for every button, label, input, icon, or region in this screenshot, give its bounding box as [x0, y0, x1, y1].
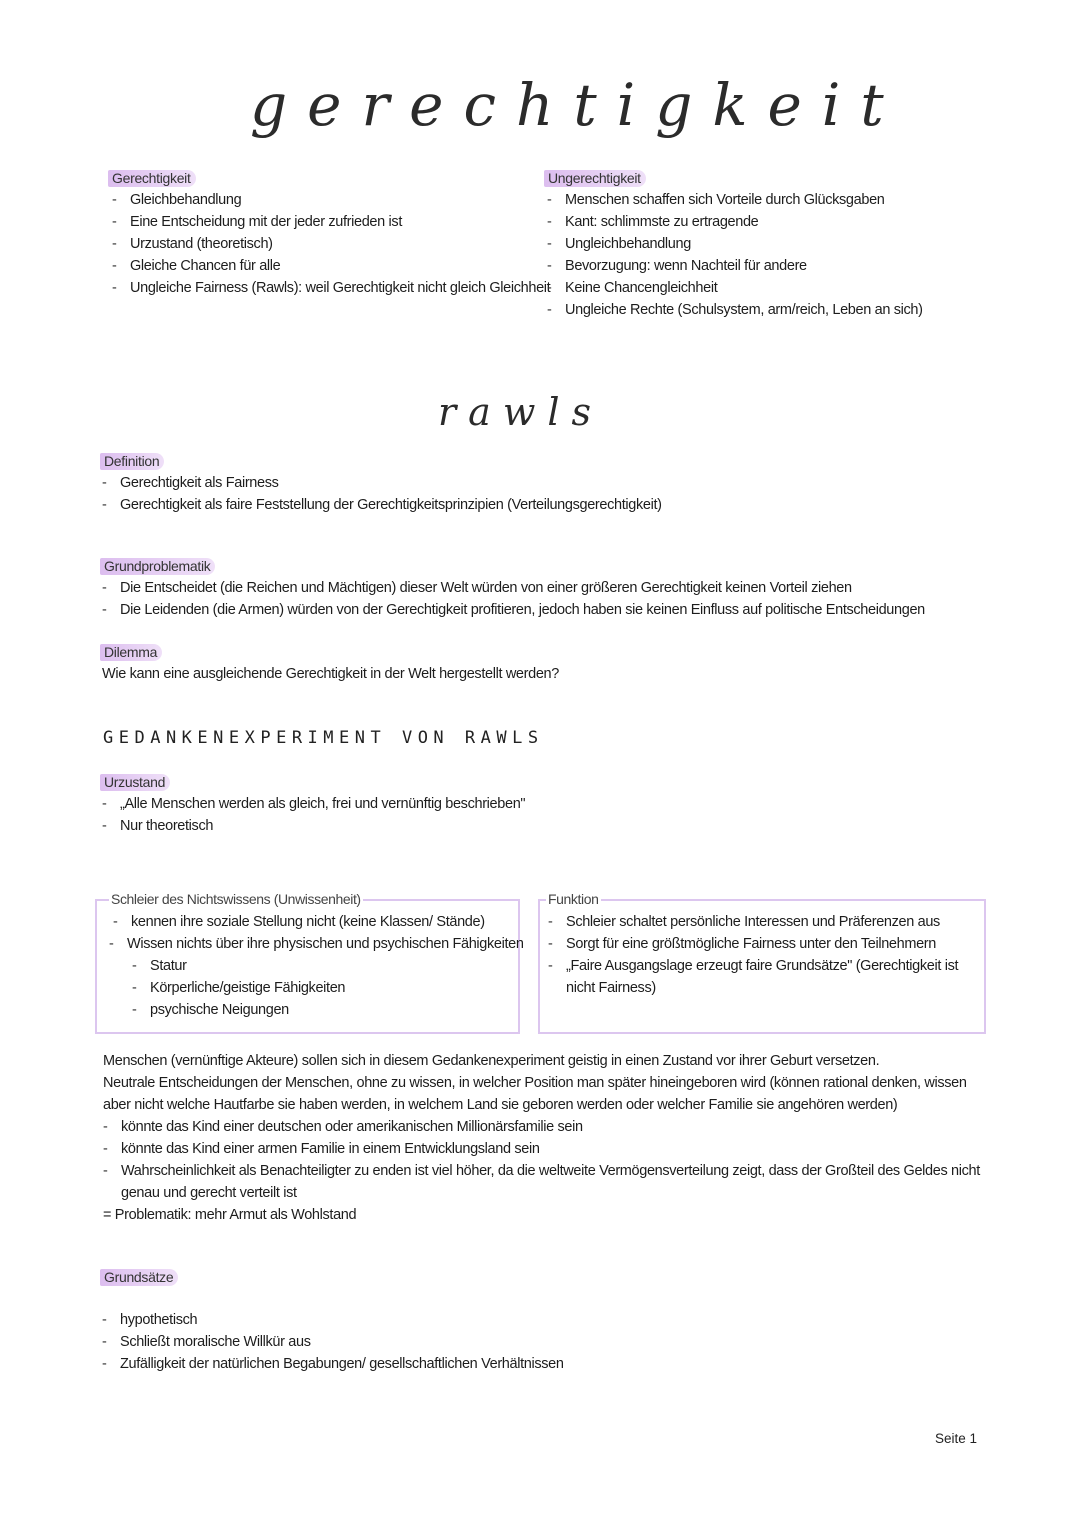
list-item: - Nur theoretisch: [120, 815, 525, 837]
grundproblematik-section: [100, 558, 925, 621]
list-item: - Schleier schaltet persönliche Interessen und Präferenzen aus: [566, 911, 971, 933]
ungerechtigkeit-section: [544, 170, 923, 321]
list-item: - Wissen nichts über ihre physischen und psychischen Fähigkeiten: [127, 933, 524, 955]
body-paragraph: Neutrale Entscheidungen der Menschen, ohne zu wissen, in welcher Position man später hineingeboren wird (können rational denken, wissen aber nicht welche Hautfarbe sie haben werden, in welchem Land sie geboren werden oder welcher Familie sie angehören werden): [103, 1075, 967, 1113]
list-item: - Die Leidenden (die Armen) würden von der Gerechtigkeit profitieren, jedoch haben sie keinen Einfluss auf politische Entscheidungen: [120, 599, 925, 621]
list-item: - Gerechtigkeit als faire Feststellung der Gerechtigkeitsprinzipien (Verteilungsgerechtigkeit): [120, 494, 662, 516]
section-title-rawls: rawls: [438, 390, 604, 434]
experiment-title: GEDANKENEXPERIMENT VON RAWLS: [103, 728, 544, 748]
experiment-body: [103, 1050, 983, 1226]
list-item: - Die Entscheidet (die Reichen und Mächtigen) dieser Welt würden von einer größeren Gerechtigkeit keinen Vorteil ziehen: [120, 577, 925, 599]
grundsaetze-heading: Grundsätze: [100, 1269, 178, 1286]
list-item: - Urzustand (theoretisch): [130, 233, 550, 255]
dilemma-text: Wie kann eine ausgleichende Gerechtigkeit in der Welt hergestellt werden?: [102, 666, 559, 682]
page-title: gerechtigkeit: [250, 71, 904, 139]
dilemma-section: [100, 644, 559, 685]
list-item: - Menschen schaffen sich Vorteile durch Glücksgaben: [565, 189, 923, 211]
list-item: - Bevorzugung: wenn Nachteil für andere: [565, 255, 923, 277]
urzustand-section: [100, 774, 525, 837]
funktion-heading: Funktion: [548, 891, 599, 907]
list-item: - Schließt moralische Willkür aus: [120, 1331, 564, 1353]
list-item: - Gleiche Chancen für alle: [130, 255, 550, 277]
list-item: - Statur: [150, 955, 345, 977]
grundproblematik-list: [120, 577, 925, 621]
gerechtigkeit-list: [130, 189, 550, 299]
list-item: - kennen ihre soziale Stellung nicht (keine Klassen/ Stände): [131, 911, 524, 933]
schleier-heading: Schleier des Nichtswissens (Unwissenheit): [111, 891, 361, 907]
list-item: - Zufälligkeit der natürlichen Begabungen/ gesellschaftlichen Verhältnissen: [120, 1353, 564, 1375]
list-item: - Keine Chancengleichheit: [565, 277, 923, 299]
list-item: - könnte das Kind einer deutschen oder amerikanischen Millionärsfamilie sein: [121, 1116, 983, 1138]
body-paragraph: Menschen (vernünftige Akteure) sollen sich in diesem Gedankenexperiment geistig in einen Zustand vor ihrer Geburt versetzen.: [103, 1053, 880, 1069]
list-item: - hypothetisch: [120, 1309, 564, 1331]
funktion-list: [566, 911, 971, 999]
definition-list: [120, 472, 662, 516]
schleier-list: [127, 911, 524, 955]
list-item: - psychische Neigungen: [150, 999, 345, 1021]
body-list: [121, 1116, 983, 1204]
urzustand-list: [120, 793, 525, 837]
ungerechtigkeit-heading: Ungerechtigkeit: [544, 170, 646, 187]
definition-section: [100, 453, 662, 516]
list-item: - „Alle Menschen werden als gleich, frei und vernünftig beschrieben": [120, 793, 525, 815]
list-item: - Gleichbehandlung: [130, 189, 550, 211]
list-item: - Wahrscheinlichkeit als Benachteiligter zu enden ist viel höher, da die weltweite Vermögensverteilung zeigt, dass der Großteil des Geldes nicht genau und gerecht verteilt ist: [121, 1160, 983, 1204]
body-conclusion: = Problematik: mehr Armut als Wohlstand: [103, 1207, 357, 1223]
dilemma-heading: Dilemma: [100, 644, 162, 661]
ungerechtigkeit-list: [565, 189, 923, 321]
grundproblematik-heading: Grundproblematik: [100, 558, 215, 575]
list-item: - Kant: schlimmste zu ertragende: [565, 211, 923, 233]
list-item: - Ungleiche Rechte (Schulsystem, arm/reich, Leben an sich): [565, 299, 923, 321]
list-item: - Gerechtigkeit als Fairness: [120, 472, 662, 494]
list-item: - Sorgt für eine größtmögliche Fairness unter den Teilnehmern: [566, 933, 971, 955]
list-item: - Körperliche/geistige Fähigkeiten: [150, 977, 345, 999]
gerechtigkeit-heading: Gerechtigkeit: [108, 170, 196, 187]
grundsaetze-section: [100, 1269, 564, 1375]
gerechtigkeit-section: [108, 170, 550, 299]
list-item: - könnte das Kind einer armen Familie in einem Entwicklungsland sein: [121, 1138, 983, 1160]
schleier-box: [95, 891, 524, 1034]
list-item: - „Faire Ausgangslage erzeugt faire Grundsätze" (Gerechtigkeit ist nicht Fairness): [566, 955, 971, 999]
list-item: - Ungleiche Fairness (Rawls): weil Gerechtigkeit nicht gleich Gleichheit: [130, 277, 550, 299]
grundsaetze-list: [120, 1309, 564, 1375]
schleier-sublist: [150, 955, 345, 1021]
urzustand-heading: Urzustand: [100, 774, 170, 791]
definition-heading: Definition: [100, 453, 164, 470]
funktion-box: [538, 891, 986, 1034]
list-item: - Ungleichbehandlung: [565, 233, 923, 255]
list-item: - Eine Entscheidung mit der jeder zufrieden ist: [130, 211, 550, 233]
page-number: Seite 1: [934, 1431, 977, 1446]
